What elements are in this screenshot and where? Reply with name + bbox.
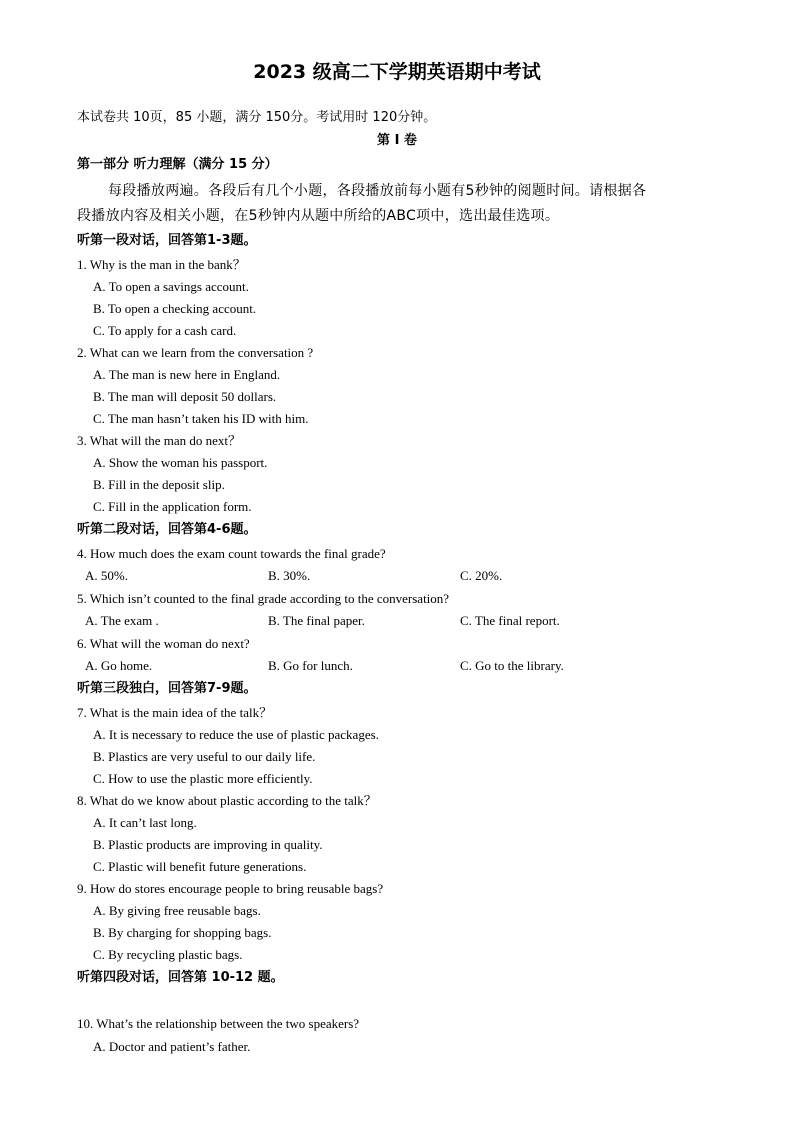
option-text: A. It can’t last long. xyxy=(93,815,197,830)
question-stem: 2. What can we learn from the conversation ? xyxy=(77,345,314,360)
exam-info: 本试卷共 10页，85 小题，满分 150分。考试用时 120分钟。 xyxy=(77,110,437,125)
part-heading: 第一部分 听力理解（满分 15 分） xyxy=(77,157,278,172)
question-stem: 1. Why is the man in the bank？ xyxy=(77,257,246,272)
instructions-line-1: 每段播放两遍。各段后有几个小题，各段播放前每小题有5秒钟的阅题时间。请根据各 xyxy=(108,183,647,199)
option-text: C. Fill in the application form. xyxy=(93,499,252,514)
option-text: A. The man is new here in England. xyxy=(93,367,281,382)
option-text: B. 30%. xyxy=(268,568,311,583)
option-text: B. The man will deposit 50 dollars. xyxy=(93,389,277,404)
section-heading: 听第四段对话，回答第 10-12 题。 xyxy=(77,970,284,985)
question-stem: 7. What is the main idea of the talk？ xyxy=(77,705,273,720)
option-text: A. To open a savings account. xyxy=(93,279,249,294)
option-text: C. Plastic will benefit future generations. xyxy=(93,859,307,874)
option-text: B. Fill in the deposit slip. xyxy=(93,477,225,492)
option-text: A. Show the woman his passport. xyxy=(93,455,268,470)
option-text: A. By giving free reusable bags. xyxy=(93,903,261,918)
option-text: C. How to use the plastic more efficiently. xyxy=(93,771,313,786)
option-text: C. Go to the library. xyxy=(460,658,564,673)
option-text: A. It is necessary to reduce the use of plastic packages. xyxy=(93,727,379,742)
question-stem: 4. How much does the exam count towards the final grade? xyxy=(77,546,386,561)
option-text: B. Go for lunch. xyxy=(268,658,353,673)
option-text: C. The man hasn’t taken his ID with him. xyxy=(93,411,309,426)
option-text: B. The final paper. xyxy=(268,613,365,628)
question-stem: 8. What do we know about plastic according to the talk？ xyxy=(77,793,377,808)
option-text: C. The final report. xyxy=(460,613,560,628)
section-heading: 听第二段对话，回答第4-6题。 xyxy=(77,522,257,537)
exam-title: 2023 级高二下学期英语期中考试 xyxy=(253,61,541,83)
option-text: B. By charging for shopping bags. xyxy=(93,925,272,940)
question-stem: 3. What will the man do next？ xyxy=(77,433,242,448)
question-stem: 6. What will the woman do next? xyxy=(77,636,250,651)
question-stem: 5. Which isn’t counted to the final grade according to the conversation? xyxy=(77,591,450,606)
question-stem: 10. What’s the relationship between the two speakers? xyxy=(77,1016,360,1031)
volume-label: 第 I 卷 xyxy=(377,133,417,148)
section-heading: 听第三段独白，回答第7-9题。 xyxy=(77,681,257,696)
section-heading: 听第一段对话，回答第1-3题。 xyxy=(77,233,257,248)
option-text: A. 50%. xyxy=(85,568,128,583)
option-text: C. 20%. xyxy=(460,568,503,583)
option-text: A. Go home. xyxy=(85,658,153,673)
option-text: B. Plastics are very useful to our daily life. xyxy=(93,749,316,764)
question-stem: 9. How do stores encourage people to bring reusable bags? xyxy=(77,881,384,896)
option-text: C. By recycling plastic bags. xyxy=(93,947,243,962)
option-text: C. To apply for a cash card. xyxy=(93,323,237,338)
option-text: A. The exam . xyxy=(85,613,159,628)
option-text: B. To open a checking account. xyxy=(93,301,257,316)
option-text: B. Plastic products are improving in quality. xyxy=(93,837,323,852)
instructions-line-2: 段播放内容及相关小题，在5秒钟内从题中所给的ABC项中，选出最佳选项。 xyxy=(77,208,560,224)
option-text: A. Doctor and patient’s father. xyxy=(93,1039,251,1054)
